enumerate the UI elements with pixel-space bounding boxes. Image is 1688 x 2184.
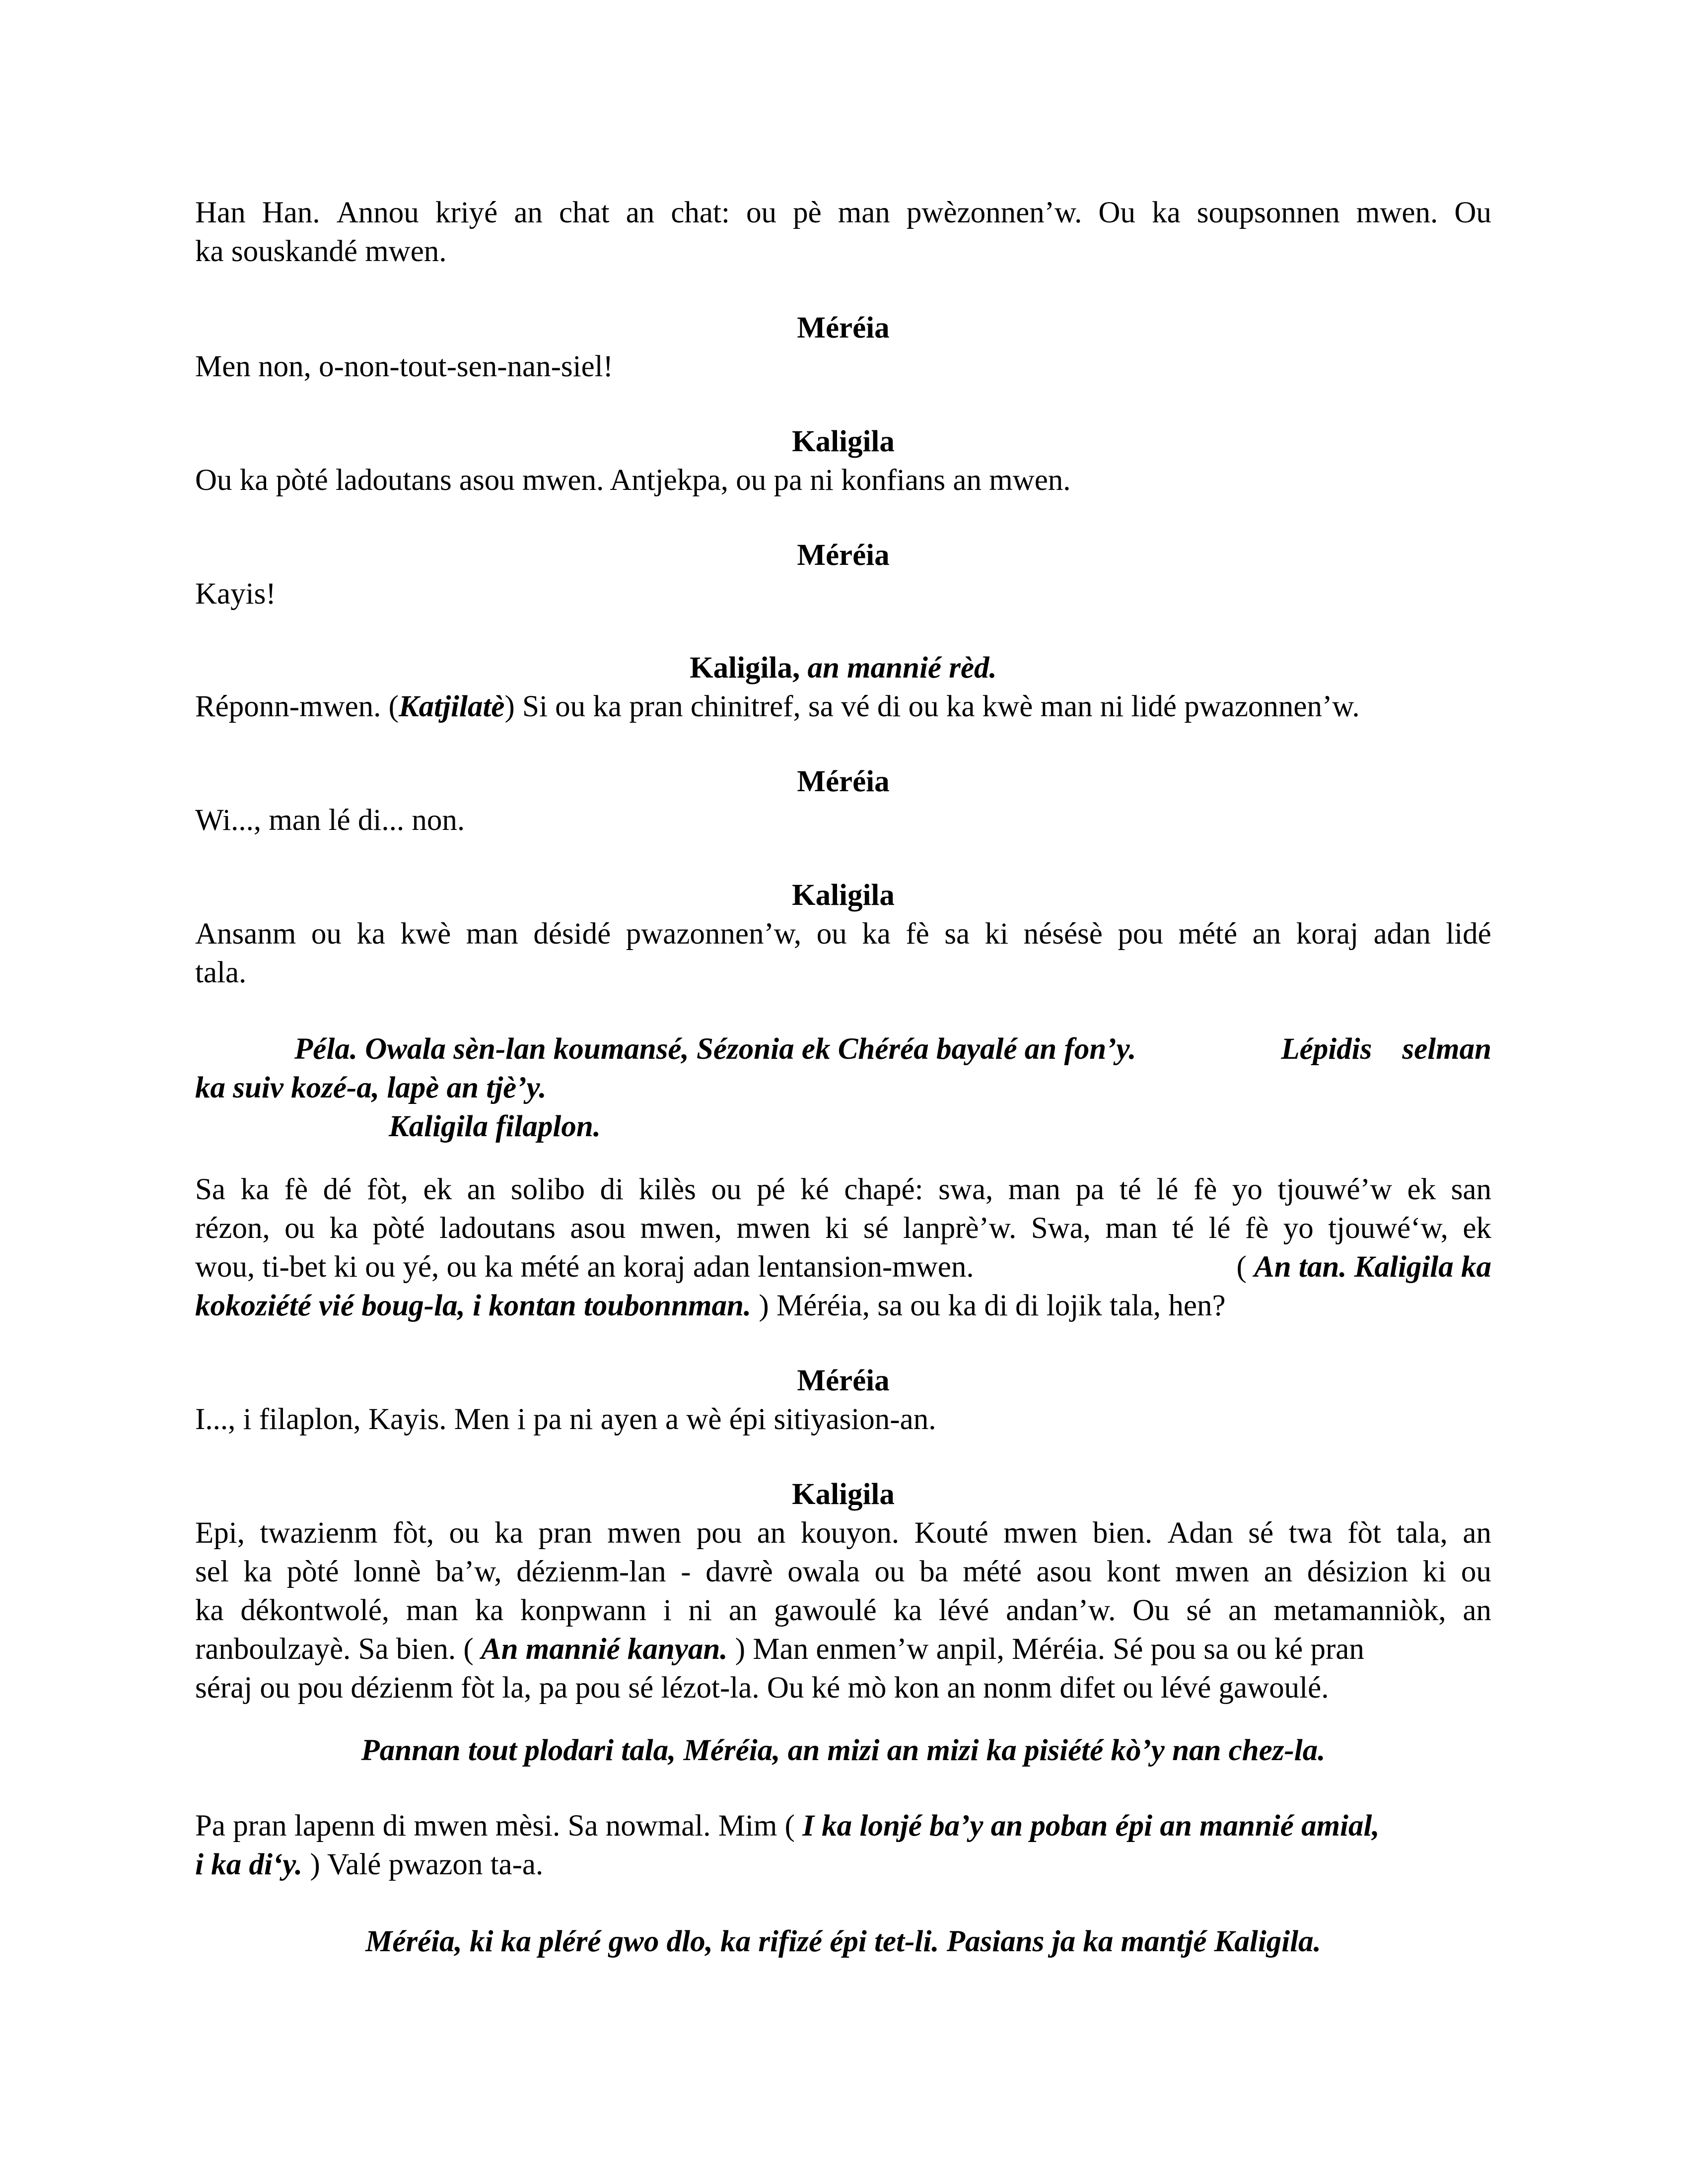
- stage-direction: kokoziété vié boug-la, i kontan toubonnman.: [195, 1289, 752, 1322]
- line-text: wou, ti-bet ki ou yé, ou ka mété an koraj adan lentansion-mwen.: [195, 1250, 974, 1284]
- word: désizion: [1307, 1555, 1408, 1588]
- word: Ou: [1098, 196, 1135, 229]
- word: Han: [195, 196, 246, 229]
- word: lonnè: [353, 1555, 421, 1588]
- word: fè: [1193, 1173, 1217, 1206]
- speaker-name: Kaligila: [792, 425, 895, 458]
- word: an: [1463, 1516, 1491, 1550]
- word: chat:: [671, 196, 730, 229]
- word: pwazonnen’w,: [626, 917, 802, 951]
- paragraph: [195, 461, 1491, 500]
- text-line: [195, 1591, 1491, 1630]
- word: man: [1008, 1173, 1060, 1206]
- text-line: [195, 687, 1491, 726]
- text-line: tala.: [195, 956, 247, 989]
- word: di: [600, 1173, 624, 1206]
- text-line: [195, 915, 1491, 954]
- word: man: [466, 917, 518, 951]
- text-line: Men non, o-non-tout-sen-nan-siel!: [195, 350, 613, 383]
- text-line: Wi..., man lé di... non.: [195, 804, 465, 837]
- word: tjouwé‘w,: [1328, 1212, 1448, 1245]
- word: mwen: [1175, 1555, 1250, 1588]
- word: twa: [1288, 1516, 1333, 1550]
- word: ou: [874, 1555, 905, 1588]
- text-line: ka suiv kozé-a, lapè an tjè’y.: [195, 1071, 547, 1104]
- word: metamanniòk,: [1273, 1594, 1446, 1627]
- line-text: Réponn-mwen. (: [195, 690, 399, 723]
- word: konpwann: [520, 1594, 647, 1627]
- word: ba’w,: [435, 1555, 502, 1588]
- paragraph: [195, 194, 1491, 271]
- word: sa: [944, 917, 970, 951]
- word: pou: [696, 1516, 742, 1550]
- word: lanprè’w.: [903, 1212, 1017, 1245]
- word: adan: [1373, 917, 1431, 951]
- paragraph: [195, 575, 1491, 614]
- word: pwèzonnen’w.: [906, 196, 1082, 229]
- speaker-name: Méréia: [797, 539, 890, 572]
- line-text: ) Man enmen’w anpil, Méréia. Sé pou sa ou ké pran: [735, 1633, 1364, 1666]
- word: kriyé: [435, 196, 498, 229]
- word: ek: [1407, 1173, 1436, 1206]
- word: an: [626, 196, 655, 229]
- word: an: [514, 196, 543, 229]
- paragraph: [195, 1514, 1491, 1707]
- stage-direction: an mannié rèd.: [807, 651, 997, 684]
- paragraph: [195, 1400, 1491, 1439]
- word: ou: [284, 1212, 315, 1245]
- word: Kouté: [914, 1516, 988, 1550]
- word: an: [1228, 1594, 1257, 1627]
- word: an: [728, 1594, 758, 1627]
- line-text: ( An tan. Kaligila ka: [1236, 1250, 1491, 1284]
- word: solibo: [510, 1173, 585, 1206]
- text-line: [195, 1845, 1491, 1884]
- word: lévé: [938, 1594, 989, 1627]
- word: an: [1252, 917, 1281, 951]
- stage-direction: i ka di‘y.: [195, 1848, 303, 1881]
- word: Swa,: [1031, 1212, 1091, 1245]
- word: mété: [963, 1555, 1022, 1588]
- word: ké: [800, 1173, 829, 1206]
- paragraph: [195, 801, 1491, 840]
- word: -: [681, 1555, 691, 1588]
- speaker-name: Kaligila: [792, 1478, 895, 1511]
- word: fòt: [1347, 1516, 1381, 1550]
- line-text: ) Valé pwazon ta-a.: [310, 1848, 544, 1881]
- speaker-name: Méréia: [797, 311, 890, 344]
- paragraph: [195, 1170, 1491, 1325]
- word: man: [406, 1594, 458, 1627]
- word: mwen: [1003, 1516, 1078, 1550]
- word: i: [663, 1594, 672, 1627]
- word: sé: [1186, 1594, 1212, 1627]
- word: an: [467, 1173, 496, 1206]
- word: ka: [243, 1555, 272, 1588]
- word: tala,: [1396, 1516, 1448, 1550]
- word: fè: [1245, 1212, 1269, 1245]
- word: ou: [1461, 1555, 1491, 1588]
- paragraph: [195, 1807, 1491, 1884]
- stage-direction-centered: Méréia, ki ka pléré gwo dlo, ka rifizé épi tet-li. Pasians ja ka mantjé Kaligila.: [365, 1925, 1321, 1958]
- word: sé: [863, 1212, 889, 1245]
- word: ki: [825, 1212, 849, 1245]
- word: Ou: [1132, 1594, 1170, 1627]
- speaker-name: Kaligila,: [690, 651, 800, 684]
- word: pran: [538, 1516, 592, 1550]
- word: té: [1119, 1173, 1141, 1206]
- word: swa,: [938, 1173, 993, 1206]
- stage-direction: An tan. Kaligila ka: [1254, 1250, 1491, 1284]
- word: pòté: [286, 1555, 339, 1588]
- text-line: Kaligila filaplon.: [389, 1110, 601, 1143]
- word: ka: [240, 1173, 270, 1206]
- stage-direction: I ka lonjé ba’y an poban épi an mannié amial,: [802, 1809, 1380, 1843]
- word: rézon,: [195, 1212, 270, 1245]
- word: dézienm-lan: [516, 1555, 666, 1588]
- line-text: ranboulzayè. Sa bien. (: [195, 1633, 474, 1666]
- text-line: [195, 1287, 1491, 1325]
- word: koraj: [1296, 917, 1359, 951]
- word: ek: [1463, 1212, 1491, 1245]
- word: mwen.: [1356, 196, 1438, 229]
- word: Sa: [195, 1173, 225, 1206]
- word: kont: [1106, 1555, 1161, 1588]
- word: ou: [816, 917, 847, 951]
- word: fè: [906, 917, 929, 951]
- word: té: [1172, 1212, 1194, 1245]
- text-line: ka souskandé mwen.: [195, 235, 447, 268]
- word: ba: [919, 1555, 948, 1588]
- word: an: [1264, 1555, 1293, 1588]
- text-line: [195, 1170, 1491, 1209]
- word: ou: [449, 1516, 480, 1550]
- word: pè: [793, 196, 822, 229]
- word: Han.: [262, 196, 320, 229]
- word: Adan: [1167, 1516, 1233, 1550]
- line-word: selman: [1402, 1032, 1491, 1066]
- text-line: [195, 1209, 1491, 1248]
- speaker-name: Méréia: [797, 765, 890, 798]
- text-line: [195, 1030, 1491, 1069]
- line-text: ) Si ou ka pran chinitref, sa vé di ou ka kwè man ni lidé pwazonnen’w.: [504, 690, 1360, 723]
- text-line: [195, 1630, 1491, 1669]
- word: man: [1105, 1212, 1158, 1245]
- paragraph: [195, 915, 1491, 992]
- word: ka: [1152, 196, 1181, 229]
- word: asou: [570, 1212, 626, 1245]
- word: an: [1463, 1594, 1491, 1627]
- word: san: [1451, 1173, 1491, 1206]
- word: lidé: [1446, 917, 1491, 951]
- word: ou: [746, 196, 776, 229]
- word: ka: [195, 1594, 224, 1627]
- word: sel: [195, 1555, 229, 1588]
- speaker-heading: [195, 649, 1491, 687]
- text-line: [195, 1553, 1491, 1591]
- word: chapé:: [844, 1173, 923, 1206]
- line-word: Lépidis: [1281, 1032, 1372, 1066]
- word: fòt,: [393, 1516, 434, 1550]
- word: ka: [329, 1212, 358, 1245]
- text-line: séraj ou pou dézienm fòt la, pa pou sé lézot-la. Ou ké mò kon an nonm difet ou lévé gawoulé.: [195, 1671, 1329, 1705]
- word: lé: [1156, 1173, 1179, 1206]
- word: gawoulé: [774, 1594, 877, 1627]
- word: mété: [1178, 917, 1238, 951]
- word: nésésè: [1023, 917, 1103, 951]
- word: ek: [423, 1173, 452, 1206]
- word: dékontwolé,: [240, 1594, 390, 1627]
- line-text: [1281, 1030, 1491, 1069]
- word: davrè: [705, 1555, 773, 1588]
- word: mwen,: [640, 1212, 722, 1245]
- word: pòté: [372, 1212, 425, 1245]
- text-line: Ou ka pòté ladoutans asou mwen. Antjekpa, ou pa ni konfians an mwen.: [195, 464, 1071, 497]
- text-line: I..., i filaplon, Kayis. Men i pa ni ayen a wè épi sitiyasion-an.: [195, 1403, 936, 1436]
- word: ou: [711, 1173, 742, 1206]
- word: ka: [494, 1516, 523, 1550]
- word: andan’w.: [1006, 1594, 1116, 1627]
- text-line: Kayis!: [195, 577, 276, 611]
- stage-direction: Katjilatè: [398, 690, 505, 723]
- word: mwen: [736, 1212, 811, 1245]
- speaker-name: Kaligila: [792, 879, 895, 912]
- word: fè: [284, 1173, 308, 1206]
- line-text: ) Méréia, sa ou ka di di lojik tala, hen?: [759, 1289, 1226, 1322]
- word: an: [757, 1516, 786, 1550]
- word: ki: [1422, 1555, 1447, 1588]
- paragraph: [195, 347, 1491, 386]
- word: pé: [757, 1173, 785, 1206]
- word: ka: [893, 1594, 922, 1627]
- line-text: Pa pran lapenn di mwen mèsi. Sa nowmal. Mim (: [195, 1809, 795, 1843]
- text-line: [195, 1514, 1491, 1553]
- word: ki: [985, 917, 1009, 951]
- word: asou: [1036, 1555, 1092, 1588]
- word: pou: [1118, 917, 1163, 951]
- text-line: [195, 1248, 1491, 1287]
- stage-direction-centered: Pannan tout plodari tala, Méréia, an mizi an mizi ka pisiété kò’y nan chez-la.: [361, 1734, 1326, 1767]
- word: soupsonnen: [1196, 196, 1340, 229]
- word: yo: [1283, 1212, 1314, 1245]
- word: ka: [475, 1594, 504, 1627]
- stage-direction-block: [195, 1030, 1491, 1146]
- text-line: [195, 1807, 1491, 1845]
- word: ladoutans: [439, 1212, 556, 1245]
- word: Annou: [336, 196, 419, 229]
- word: mwen: [607, 1516, 682, 1550]
- word: kouyon.: [800, 1516, 900, 1550]
- word: fòt,: [366, 1173, 408, 1206]
- word: kwè: [400, 917, 451, 951]
- word: yo: [1232, 1173, 1263, 1206]
- stage-direction: An mannié kanyan.: [481, 1633, 728, 1666]
- word: chat: [559, 196, 610, 229]
- word: Ou: [1454, 196, 1491, 229]
- word: man: [838, 196, 890, 229]
- word: bien.: [1092, 1516, 1153, 1550]
- text-line: [195, 194, 1491, 232]
- word: tjouwé’w: [1277, 1173, 1392, 1206]
- word: ka: [356, 917, 385, 951]
- word: kilès: [638, 1173, 696, 1206]
- word: Ansanm: [195, 917, 296, 951]
- word: ou: [311, 917, 342, 951]
- word: désidé: [533, 917, 611, 951]
- word: owala: [787, 1555, 860, 1588]
- word: pa: [1075, 1173, 1105, 1206]
- speaker-name: Méréia: [797, 1364, 890, 1397]
- word: lé: [1208, 1212, 1231, 1245]
- word: ka: [862, 917, 891, 951]
- word: sé: [1248, 1516, 1274, 1550]
- word: twazienm: [260, 1516, 378, 1550]
- word: dé: [323, 1173, 352, 1206]
- word: Epi,: [195, 1516, 245, 1550]
- line-text: Péla. Owala sèn-lan koumansé, Sézonia ek Chéréa bayalé an fon’y.: [294, 1032, 1136, 1066]
- word: ni: [688, 1594, 712, 1627]
- paragraph: [195, 687, 1491, 726]
